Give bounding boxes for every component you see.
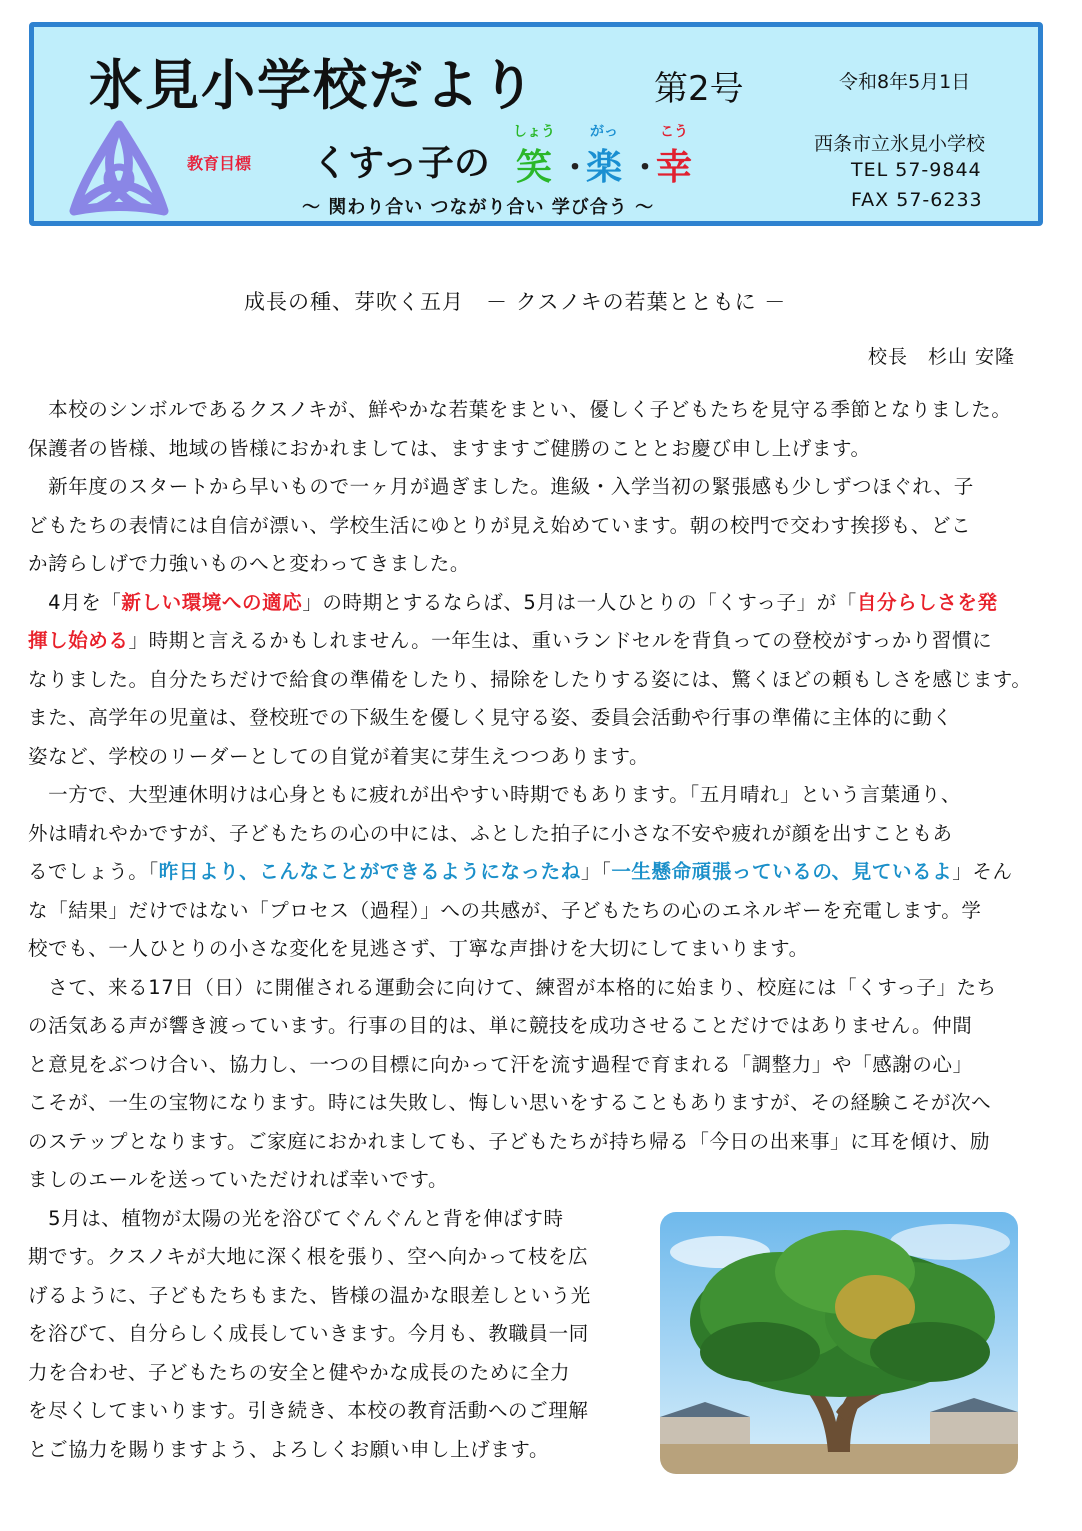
article-title: 成長の種、芽吹く五月 － クスノキの若葉とともに －: [244, 290, 787, 314]
issue-number: 第2号: [654, 69, 744, 109]
body-text: を尽くしてまいります。引き続き、本校の教育活動へのご理解: [28, 1399, 589, 1422]
body-text: 姿など、学校のリーダーとしての自覚が着実に芽生えつつあります。: [28, 744, 650, 768]
article-line: [28, 819, 1058, 849]
article-author: 校長 杉山 安隆: [868, 346, 1016, 368]
goal-word-ruby: がっ: [590, 124, 618, 140]
body-text: げるように、子どもたちもまた、皆様の温かな眼差しという光: [28, 1283, 591, 1307]
article-line: [28, 472, 1058, 502]
article-line: [28, 395, 1058, 425]
body-text: と意見をぶつけ合い、協力し、一つの目標に向かって汗を流す過程で育まれる「調整力」や「感謝の心」: [28, 1052, 973, 1076]
body-text: 校でも、一人ひとりの小さな変化を見逃さず、丁寧な声掛けを大切にしてまいります。: [28, 937, 809, 960]
school-fax: FAX 57-6233: [851, 189, 983, 211]
article-line: [28, 511, 1058, 541]
article-line: [28, 665, 1058, 695]
emphasized-text: 揮し始める: [28, 629, 129, 652]
article-line: [28, 626, 1058, 656]
body-text: 新年度のスタートから早いもので一ヶ月が過ぎました。進級・入学当初の緊張感も少しずつほぐれ、子: [28, 475, 974, 498]
article-line: [28, 1127, 1058, 1157]
article-line: [28, 703, 1058, 733]
article-line: [28, 1165, 1058, 1195]
goal-word-text: 笑: [515, 147, 552, 188]
article-line: [28, 857, 1058, 887]
goal-word-smile: [510, 124, 558, 190]
emphasized-text: 新しい環境への適応: [121, 590, 303, 614]
body-text: の活気ある声が響き渡っています。行事の目的は、単に競技を成功させることだけではありません。仲間: [28, 1014, 973, 1037]
body-text: な「結果」だけではない「プロセス（過程）」への共感が、子どもたちの心のエネルギーを充電します。学: [28, 898, 982, 922]
article-line: [28, 742, 1058, 772]
camphor-tree-illustration: [660, 1212, 1018, 1474]
article-line: [28, 1088, 1058, 1118]
school-name: 西条市立氷見小学校: [814, 133, 986, 155]
emphasized-text: 一生懸命頑張っているの、見ているよ: [611, 860, 953, 883]
goal-word-text: 楽: [585, 147, 622, 188]
body-text: なりました。自分たちだけで給食の準備をしたり、掃除をしたりする姿には、驚くほどの頼もしさを感じます。: [28, 667, 1032, 691]
school-emblem-icon: [64, 119, 174, 219]
article-line: [28, 1011, 1058, 1041]
goal-word-text: 幸: [655, 147, 692, 188]
article-line: [28, 549, 1058, 579]
body-text: 」そん: [952, 860, 1013, 883]
body-text: こそが、一生の宝物になります。時には失敗し、悔しい思いをすることもありますが、その経験こそが次へ: [28, 1091, 992, 1114]
school-motto: ～ 関わり合い つながり合い 学び合う ～: [302, 197, 655, 218]
goal-word-enjoy: [580, 124, 628, 190]
issue-date: 令和8年5月1日: [839, 71, 971, 93]
body-text: のステップとなります。ご家庭におかれましても、子どもたちが持ち帰る「今日の出来事」に耳を傾け、励: [28, 1129, 991, 1153]
body-text: 外は晴れやかですが、子どもたちの心の中には、ふとした拍子に小さな不安や疲れが顔を出すこともあ: [28, 821, 953, 845]
body-text: 保護者の皆様、地域の皆様におかれましては、ますますご健勝のこととお慶び申し上げます。: [28, 436, 871, 460]
goal-word-happiness: [650, 124, 698, 190]
newsletter-header: [29, 22, 1043, 226]
article-line: [28, 896, 1058, 926]
body-text: 4月を「: [28, 590, 122, 614]
body-text: さて、来る17日（日）に開催される運動会に向けて、練習が本格的に始まり、校庭には「くすっ子」たち: [28, 975, 997, 999]
body-text: 」「: [580, 860, 612, 883]
emphasized-text: 昨日より、こんなことができるようになったね: [158, 860, 581, 883]
goal-word-ruby: しょう: [513, 124, 555, 140]
body-text: 」時期と言えるかもしれません。一年生は、重いランドセルを背負っての登校がすっかり習慣に: [128, 629, 993, 652]
body-text: ましのエールを送っていただければ幸いです。: [28, 1168, 449, 1191]
goal-separator: ・: [560, 151, 590, 186]
emphasized-text: 自分らしさを発: [856, 590, 998, 614]
body-text: 期です。クスノキが大地に深く根を張り、空へ向かって枝を広: [28, 1245, 589, 1268]
body-text: また、高学年の児童は、登校班での下級生を優しく見守る姿、委員会活動や行事の準備に主体的に動く: [28, 706, 953, 729]
article-line: [28, 1050, 1058, 1080]
body-text: 一方で、大型連休明けは心身ともに疲れが出やすい時期でもあります。「五月晴れ」という言葉通り、: [28, 783, 962, 806]
school-tel: TEL 57-9844: [851, 159, 982, 181]
body-text: 力を合わせ、子どもたちの安全と健やかな成長のために全力: [28, 1360, 571, 1384]
education-goal-label: 教育目標: [187, 154, 252, 173]
body-text: 5月は、植物が太陽の光を浴びてぐんぐんと背を伸ばす時: [28, 1206, 564, 1230]
body-text: 本校のシンボルであるクスノキが、鮮やかな若葉をまとい、優しく子どもたちを見守る季節となりました。: [28, 398, 1012, 421]
body-text: るでしょう。「: [28, 860, 159, 883]
goal-separator: ・: [630, 151, 660, 186]
article-line: [28, 934, 1058, 964]
goal-word-ruby: こう: [660, 124, 688, 140]
body-text: か誇らしげで力強いものへと変わってきました。: [28, 552, 471, 575]
body-text: を浴びて、自分らしく成長していきます。今月も、教職員一同: [28, 1322, 589, 1345]
newsletter-title: 氷見小学校だより: [89, 54, 537, 117]
article-line: [28, 780, 1058, 810]
body-text: どもたちの表情には自信が漂い、学校生活にゆとりが見え始めています。朝の校門で交わす挨拶も、どこ: [28, 513, 972, 537]
article-line: [28, 434, 1058, 464]
education-goal-text: くすっ子の: [312, 143, 490, 184]
article-line: [28, 973, 1058, 1003]
body-text: 」の時期とするならば、5月は一人ひとりの「くすっ子」が「: [302, 590, 857, 614]
body-text: とご協力を賜りますよう、よろしくお願い申し上げます。: [28, 1437, 550, 1461]
article-line: [28, 588, 1058, 618]
